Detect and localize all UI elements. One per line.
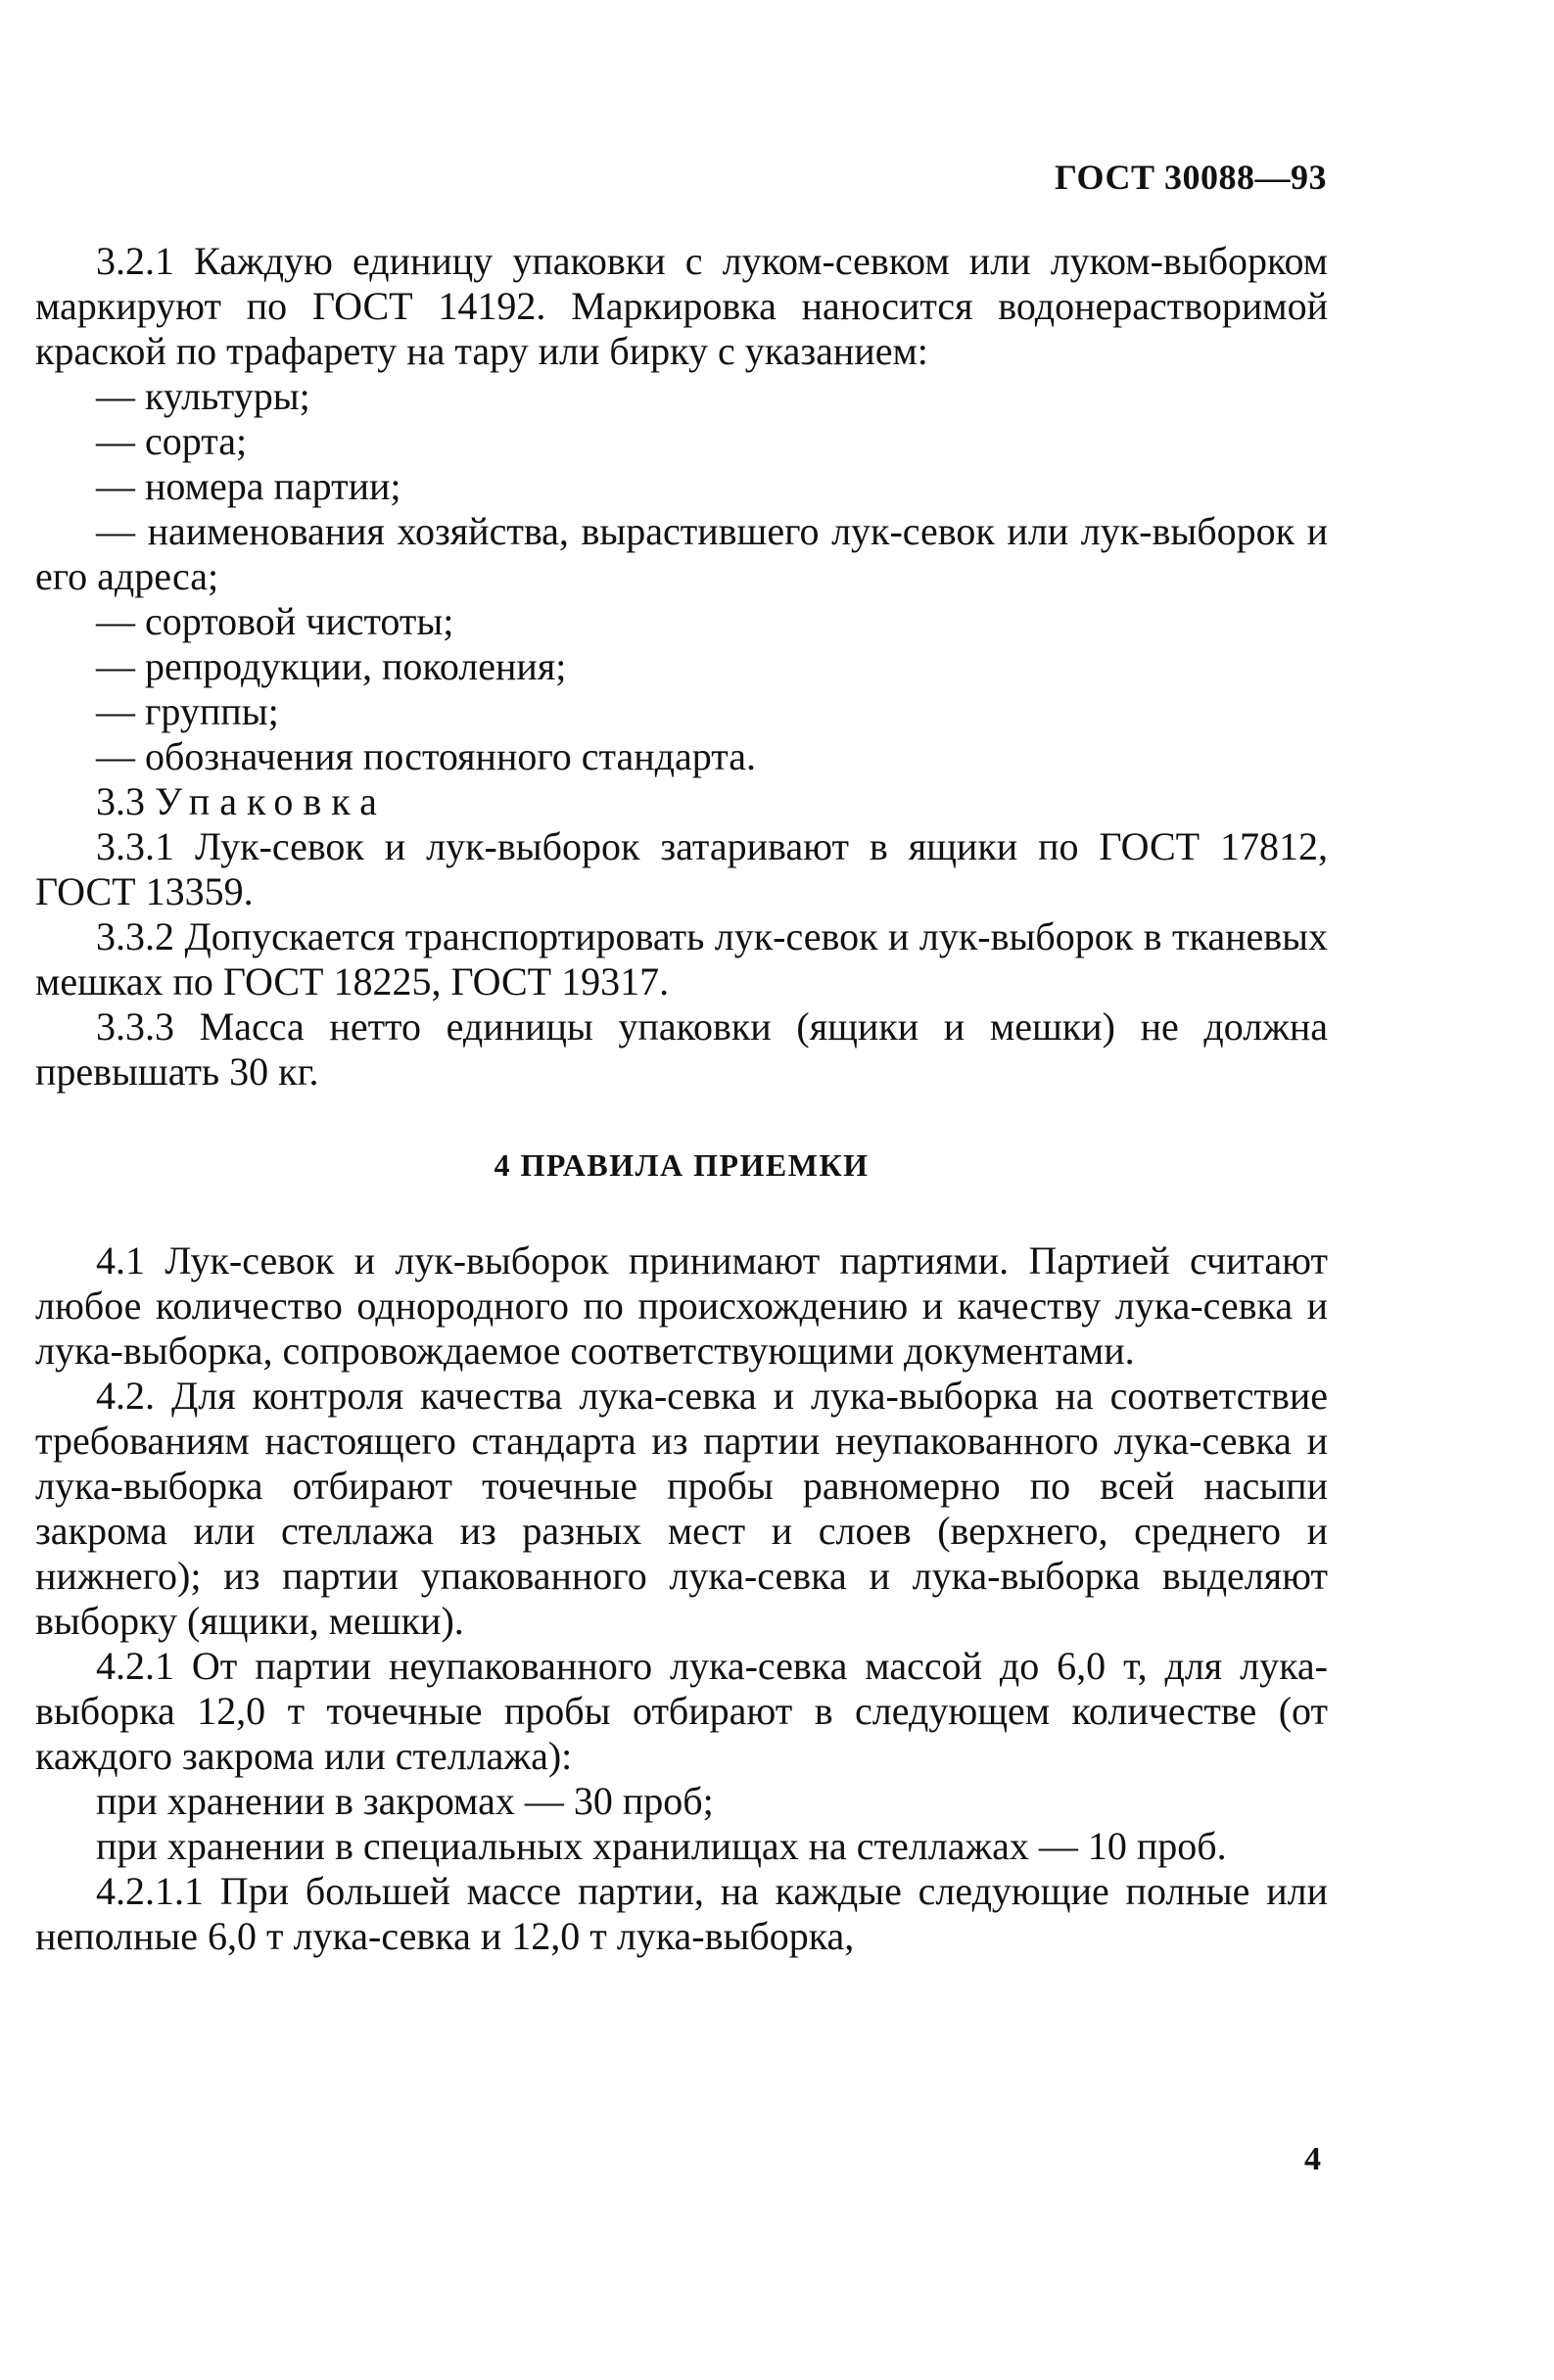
- list-item: — обозначения постоянного стандарта.: [96, 734, 756, 778]
- document-body: [35, 239, 1328, 1959]
- list-item: — культуры;: [96, 374, 310, 418]
- list-item: — репродукции, поколения;: [96, 644, 567, 688]
- paragraph-3-3-1: 3.3.1 Лук-севок и лук-выборок затаривают в ящики по ГОСТ 17812, ГОСТ 13359.: [35, 824, 1328, 913]
- list-item: — группы;: [96, 689, 279, 733]
- paragraph-4-2-1: 4.2.1 От партии неупакованного лука-севка массой до 6,0 т, для лука-выборка 12,0 т точечные пробы отбирают в следующем количестве (от каждого закрома или стеллажа):: [35, 1644, 1328, 1778]
- list-item: — номера партии;: [96, 464, 401, 508]
- document-header: ГОСТ 30088—93: [1055, 158, 1327, 197]
- paragraph-3-3-3: 3.3.3 Масса нетто единицы упаковки (ящики и мешки) не должна превышать 30 кг.: [35, 1004, 1328, 1094]
- paragraph-4-2: 4.2. Для контроля качества лука-севка и лука-выборка на соответствие требованиям настоящего стандарта из партии неупакованного лука-севка и лука-выборка отбирают точечные пробы равномерно по всей насыпи закрома или стеллажа из разных мест и слоев (верхнего, среднего и нижнего); из партии упакованного лука-севка и лука-выборка выделяют выборку (ящики, мешки).: [35, 1374, 1328, 1643]
- paragraph-4-1: 4.1 Лук-севок и лук-выборок принимают партиями. Партией считают любое количество однородного по происхождению и качеству лука-севка и лука-выборка, сопровождаемое соответствующими документами.: [35, 1238, 1328, 1373]
- subsection-number: 3.3: [96, 779, 145, 823]
- list-item: — сорта;: [96, 419, 248, 463]
- list-item: — сортовой чистоты;: [96, 599, 454, 643]
- list-item: — наименования хозяйства, вырастившего лук-севок или лук-выборок и его адреса;: [35, 509, 1328, 598]
- paragraph-4-2-1-1: 4.2.1.1 При большей массе партии, на каждые следующие полные или неполные 6,0 т лука-севка и 12,0 т лука-выборка,: [35, 1869, 1328, 1958]
- paragraph-4-2-1-b: при хранении в специальных хранилищах на стеллажах — 10 проб.: [96, 1824, 1227, 1868]
- paragraph-3-2-1: 3.2.1 Каждую единицу упаковки с луком-севком или луком-выборком маркируют по ГОСТ 14192. Маркировка наносится водонерастворимой краской по трафарету на тару или бирку с указанием:: [35, 239, 1328, 373]
- section-title-4: 4 ПРАВИЛА ПРИЕМКИ: [494, 1147, 870, 1183]
- paragraph-3-3-2: 3.3.2 Допускается транспортировать лук-севок и лук-выборок в тканевых мешках по ГОСТ 18225, ГОСТ 19317.: [35, 914, 1328, 1003]
- page-number: 4: [1304, 2141, 1321, 2177]
- subsection-title: Упаковка: [155, 779, 387, 823]
- paragraph-4-2-1-a: при хранении в закромах — 30 проб;: [96, 1779, 714, 1823]
- subsection-heading-3-3: [35, 779, 1328, 824]
